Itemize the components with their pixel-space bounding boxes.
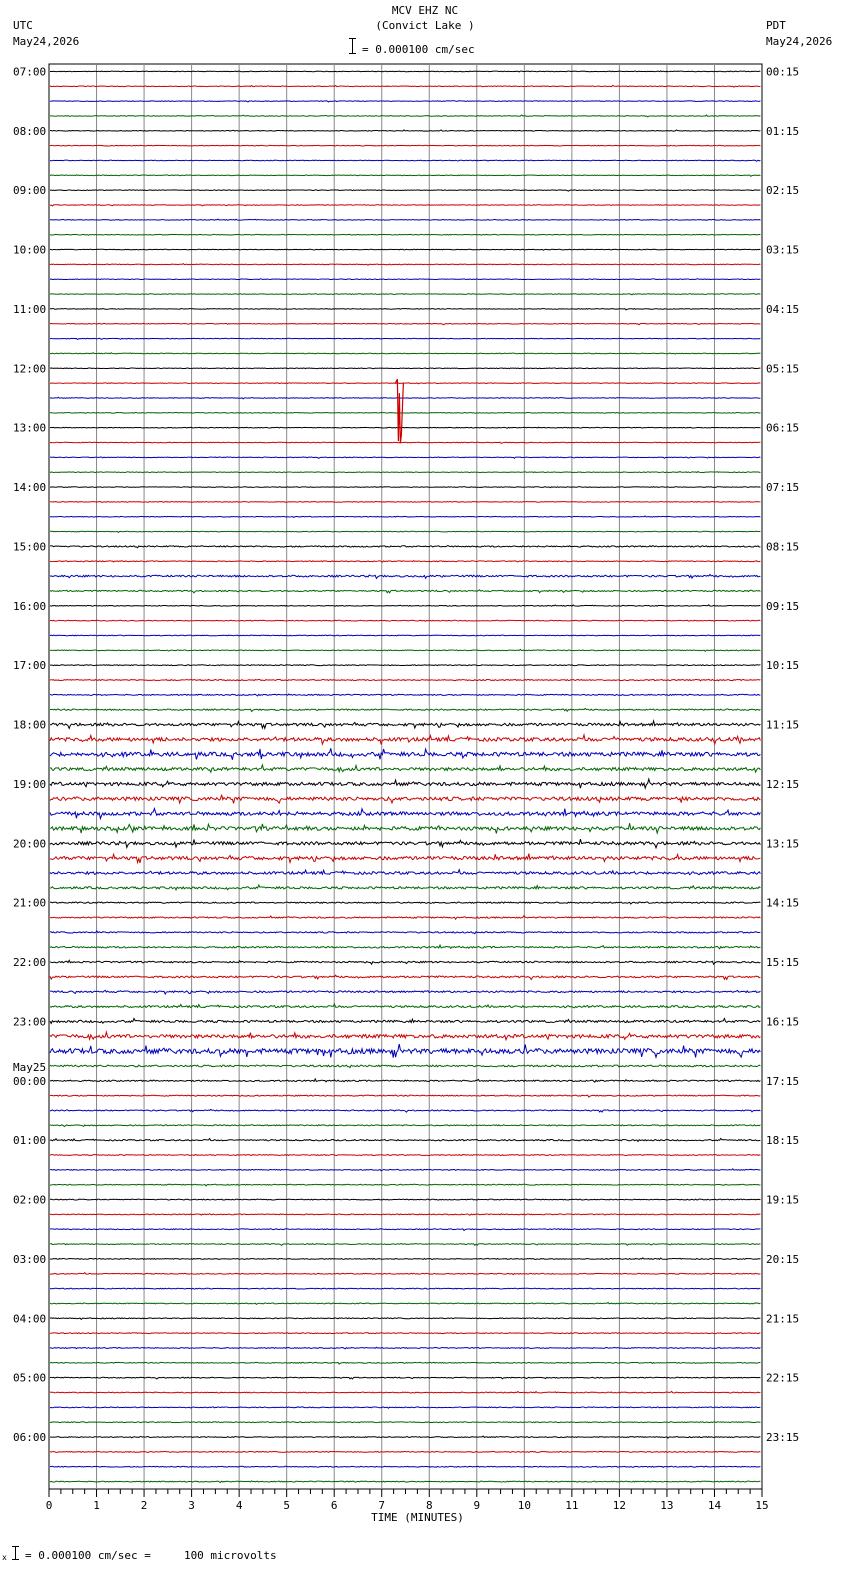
trace-row xyxy=(50,902,760,904)
footer-scale-label: = 0.000100 cm/sec = 100 microvolts xyxy=(25,1549,277,1562)
left-time-label: 23:00 xyxy=(13,1015,47,1029)
trace-row xyxy=(50,1302,760,1304)
trace-row xyxy=(50,145,760,146)
trace-row xyxy=(50,1288,760,1289)
x-tick-label: 7 xyxy=(378,1499,386,1512)
trace-row xyxy=(50,101,760,102)
trace-row xyxy=(50,1079,760,1082)
trace-row xyxy=(50,1481,760,1483)
left-time-label: 15:00 xyxy=(13,540,47,554)
right-time-label: 21:15 xyxy=(766,1312,800,1326)
left-time-label: 12:00 xyxy=(13,362,47,376)
right-time-label: 10:15 xyxy=(766,659,800,673)
trace-row xyxy=(50,960,760,964)
trace-row xyxy=(50,885,760,890)
trace-row xyxy=(50,1229,760,1231)
trace-row xyxy=(50,427,760,428)
trace-row xyxy=(50,249,760,250)
left-time-label: 09:00 xyxy=(13,184,47,198)
trace-row xyxy=(50,694,760,696)
right-time-label: 11:15 xyxy=(766,718,800,732)
left-time-label: 21:00 xyxy=(13,896,47,910)
x-tick-label: 2 xyxy=(140,1499,148,1512)
trace-row xyxy=(50,945,760,949)
trace-row xyxy=(50,590,760,593)
trace-row xyxy=(50,665,760,666)
trace-row xyxy=(50,234,760,235)
x-tick-label: 10 xyxy=(517,1499,531,1512)
trace-row xyxy=(50,1018,760,1023)
trace-row xyxy=(50,1125,760,1127)
trace-row xyxy=(50,175,760,176)
trace-row xyxy=(50,854,760,863)
scale-label: = 0.000100 cm/sec xyxy=(362,43,475,56)
trace-row xyxy=(50,531,760,532)
trace-row xyxy=(50,190,760,191)
right-time-label: 00:15 xyxy=(766,65,800,79)
left-time-label: 05:00 xyxy=(13,1371,47,1385)
trace-row xyxy=(50,413,760,414)
left-time-label: 13:00 xyxy=(13,421,47,435)
left-date: May24,2026 xyxy=(13,35,80,48)
trace-row xyxy=(50,368,760,369)
right-time-label: 08:15 xyxy=(766,540,800,554)
right-date: May24,2026 xyxy=(766,35,833,48)
trace-row xyxy=(50,1362,760,1364)
trace-row xyxy=(50,635,760,636)
left-time-label: 01:00 xyxy=(13,1134,47,1148)
station-title: MCV EHZ NC xyxy=(391,4,459,17)
left-time-label: 22:00 xyxy=(13,956,47,970)
x-tick-label: 12 xyxy=(612,1499,627,1512)
right-time-label: 20:15 xyxy=(766,1252,800,1266)
x-tick-label: 4 xyxy=(235,1499,243,1512)
x-tick-label: 0 xyxy=(45,1499,53,1512)
right-timezone: PDT xyxy=(766,19,786,32)
trace-row xyxy=(50,1095,760,1097)
trace-row xyxy=(50,383,760,384)
left-time-label: 18:00 xyxy=(13,718,47,732)
left-time-label: 11:00 xyxy=(13,302,47,316)
trace-row xyxy=(50,205,760,206)
trace-row xyxy=(50,1407,760,1408)
left-time-label: 04:00 xyxy=(13,1312,47,1326)
right-time-label: 12:15 xyxy=(766,777,800,791)
x-tick-label: 5 xyxy=(283,1499,290,1512)
trace-row xyxy=(50,1333,760,1334)
left-time-label: 16:00 xyxy=(13,599,47,613)
trace-row xyxy=(50,649,760,651)
trace-row xyxy=(50,574,760,578)
trace-row xyxy=(50,679,760,681)
right-time-label: 23:15 xyxy=(766,1431,800,1445)
trace-row xyxy=(50,795,760,804)
trace-row xyxy=(50,1391,760,1393)
x-tick-label: 1 xyxy=(93,1499,100,1512)
trace-row xyxy=(50,516,760,517)
right-time-label: 09:15 xyxy=(766,599,800,613)
trace-row xyxy=(50,471,760,472)
trace-row xyxy=(50,502,760,503)
x-tick-label: 6 xyxy=(330,1499,338,1512)
left-date-label: May25 xyxy=(13,1060,47,1074)
trace-row xyxy=(50,1184,760,1186)
trace-row xyxy=(50,1065,760,1068)
trace-row xyxy=(50,1032,760,1040)
x-axis-label: TIME (MINUTES) xyxy=(371,1511,464,1524)
right-time-label: 18:15 xyxy=(766,1134,800,1148)
x-tick-label: 15 xyxy=(755,1499,769,1512)
left-time-label: 06:00 xyxy=(13,1431,47,1445)
trace-row xyxy=(50,931,760,934)
trace-row xyxy=(50,1004,760,1008)
left-time-label: 20:00 xyxy=(13,837,47,851)
trace-row xyxy=(50,1044,760,1058)
trace-row xyxy=(50,1244,760,1246)
right-time-label: 17:15 xyxy=(766,1074,800,1088)
trace-row xyxy=(50,546,760,548)
trace-row xyxy=(50,779,760,788)
left-time-label: 17:00 xyxy=(13,659,47,673)
trace-row xyxy=(50,1155,760,1156)
left-time-label: 03:00 xyxy=(13,1252,47,1266)
trace-row xyxy=(50,1109,760,1112)
trace-row xyxy=(50,1169,760,1171)
trace-row xyxy=(50,765,760,772)
trace-row xyxy=(50,1377,760,1379)
trace-row xyxy=(50,1422,760,1423)
x-tick-label: 8 xyxy=(425,1499,433,1512)
trace-row xyxy=(50,1451,760,1452)
trace-row xyxy=(50,264,760,266)
station-location: (Convict Lake ) xyxy=(375,19,475,32)
right-time-label: 16:15 xyxy=(766,1015,800,1029)
trace-row xyxy=(50,1258,760,1259)
x-tick-label: 11 xyxy=(565,1499,579,1512)
left-time-label: 00:00 xyxy=(13,1074,47,1088)
trace-row xyxy=(50,397,760,399)
trace-row xyxy=(50,839,760,848)
trace-row xyxy=(50,309,760,310)
trace-row xyxy=(50,748,760,759)
right-time-label: 15:15 xyxy=(766,956,800,970)
x-tick-label: 3 xyxy=(188,1499,195,1512)
trace-row xyxy=(50,1214,760,1216)
trace-row xyxy=(50,708,760,711)
right-time-label: 01:15 xyxy=(766,124,800,138)
right-time-label: 14:15 xyxy=(766,896,800,910)
trace-row xyxy=(50,323,760,324)
trace-row xyxy=(50,219,760,220)
left-time-label: 07:00 xyxy=(13,65,47,79)
right-time-label: 03:15 xyxy=(766,243,800,257)
right-time-label: 06:15 xyxy=(766,421,800,435)
footer-scale-bar-icon xyxy=(15,1546,16,1560)
trace-row xyxy=(50,561,760,563)
trace-row xyxy=(50,71,760,72)
x-tick-label: 14 xyxy=(707,1499,722,1512)
trace-row xyxy=(50,1466,760,1467)
x-tick-label: 13 xyxy=(660,1499,674,1512)
right-time-label: 05:15 xyxy=(766,362,800,376)
left-time-label: 14:00 xyxy=(13,481,47,495)
trace-row xyxy=(50,735,760,745)
x-tick-label: 9 xyxy=(473,1499,481,1512)
right-time-label: 07:15 xyxy=(766,481,800,495)
trace-row xyxy=(50,975,760,979)
footer-mark: x xyxy=(2,1553,7,1562)
trace-row xyxy=(50,1199,760,1200)
trace-row xyxy=(50,1436,760,1438)
trace-row xyxy=(50,620,760,621)
trace-row xyxy=(50,338,760,339)
trace-row xyxy=(50,279,760,280)
trace-row xyxy=(50,1318,760,1320)
trace-row xyxy=(50,809,760,819)
trace-row xyxy=(50,294,760,295)
left-time-label: 10:00 xyxy=(13,243,47,257)
right-time-label: 02:15 xyxy=(766,184,800,198)
trace-row xyxy=(50,916,760,920)
left-time-label: 19:00 xyxy=(13,777,47,791)
trace-row xyxy=(50,1347,760,1349)
trace-row xyxy=(50,130,760,131)
trace-row xyxy=(50,85,760,87)
trace-row xyxy=(50,487,760,488)
trace-row xyxy=(50,115,760,117)
right-time-label: 13:15 xyxy=(766,837,800,851)
trace-row xyxy=(50,721,760,729)
left-timezone: UTC xyxy=(13,19,33,32)
plot-frame xyxy=(49,64,762,1489)
left-time-label: 02:00 xyxy=(13,1193,47,1207)
trace-row xyxy=(50,457,760,458)
trace-row xyxy=(50,353,760,354)
right-time-label: 04:15 xyxy=(766,302,800,316)
trace-row xyxy=(50,160,760,161)
trace-row xyxy=(50,990,760,994)
trace-row xyxy=(50,823,760,833)
trace-row xyxy=(50,442,760,443)
right-time-label: 22:15 xyxy=(766,1371,800,1385)
event-spike xyxy=(395,379,403,443)
left-time-label: 08:00 xyxy=(13,124,47,138)
trace-row xyxy=(50,870,760,875)
trace-row xyxy=(50,1138,760,1141)
right-time-label: 19:15 xyxy=(766,1193,800,1207)
trace-row xyxy=(50,605,760,606)
trace-row xyxy=(50,1273,760,1275)
